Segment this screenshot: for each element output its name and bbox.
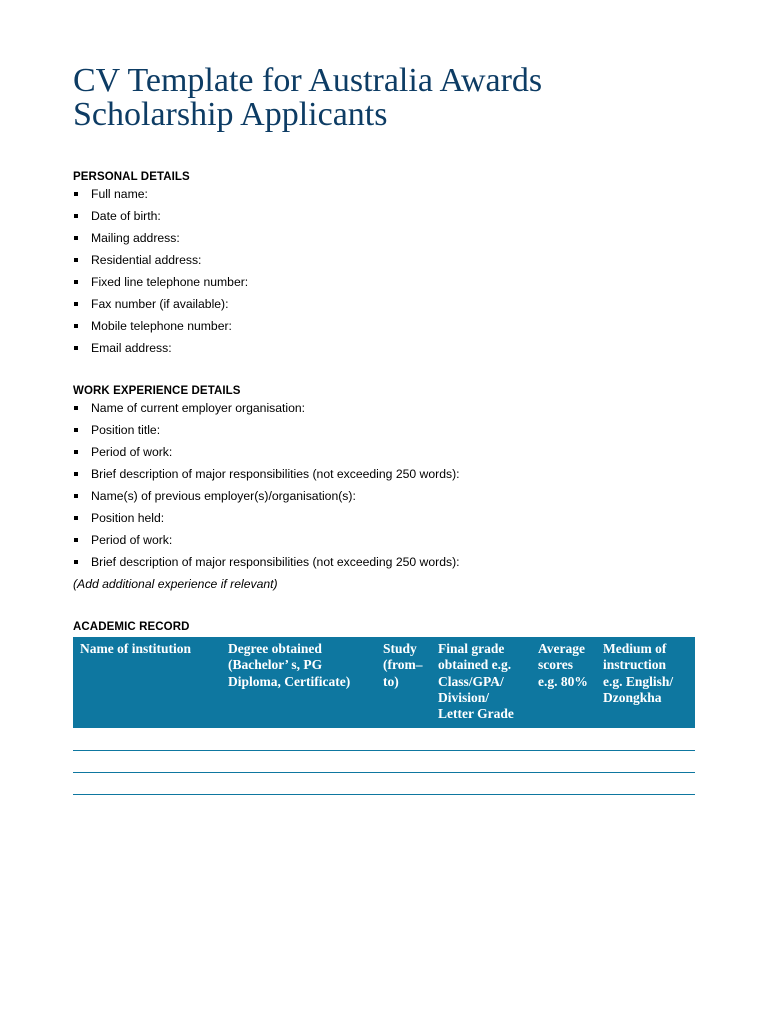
- list-item: [73, 271, 695, 293]
- table-cell[interactable]: [531, 773, 596, 795]
- list-item-label: Full name:: [91, 187, 148, 201]
- list-item: [73, 315, 695, 337]
- column-header-average-scores: [531, 637, 596, 728]
- list-item-label: Period of work:: [91, 533, 173, 547]
- list-item-label: Position held:: [91, 511, 165, 525]
- list-item: [73, 337, 695, 359]
- bullet-icon: [74, 516, 78, 520]
- bullet-icon: [74, 236, 78, 240]
- work-experience-heading: WORK EXPERIENCE DETAILS: [73, 385, 241, 397]
- current-employment-list: [73, 397, 695, 485]
- previous-employment-list: [73, 485, 695, 573]
- list-item-label: Brief description of major responsibilities (not exceeding 250 words):: [91, 467, 460, 481]
- header-line: Study: [383, 641, 417, 656]
- header-line: obtained e.g.: [438, 657, 512, 673]
- bullet-icon: [74, 494, 78, 498]
- list-item-label: Residential address:: [91, 253, 202, 267]
- bullet-icon: [74, 324, 78, 328]
- list-item-label: Fixed line telephone number:: [91, 275, 249, 289]
- document-title-line-1: CV Template for Australia Awards: [73, 62, 543, 99]
- bullet-icon: [74, 346, 78, 350]
- table-cell[interactable]: [596, 773, 695, 795]
- table-cell[interactable]: [596, 728, 695, 751]
- column-header-degree: [221, 637, 376, 728]
- column-header-institution: [73, 637, 221, 728]
- list-item: [73, 551, 695, 573]
- list-item-label: Name of current employer organisation:: [91, 401, 306, 415]
- table-cell[interactable]: [531, 728, 596, 751]
- list-item-label: Position title:: [91, 423, 161, 437]
- list-item-label: Name(s) of previous employer(s)/organisation(s):: [91, 489, 356, 503]
- header-line: Name of institution: [80, 641, 191, 656]
- bullet-icon: [74, 192, 78, 196]
- bullet-icon: [74, 450, 78, 454]
- personal-details-heading: PERSONAL DETAILS: [73, 171, 190, 183]
- bullet-icon: [74, 258, 78, 262]
- table-cell[interactable]: [431, 751, 531, 773]
- academic-record-heading: ACADEMIC RECORD: [73, 621, 190, 633]
- table-row[interactable]: [73, 751, 695, 773]
- header-line: Diploma, Certificate): [228, 673, 351, 689]
- table-cell[interactable]: [221, 773, 376, 795]
- list-item-label: Fax number (if available):: [91, 297, 229, 311]
- table-cell[interactable]: [431, 728, 531, 751]
- table-cell[interactable]: [376, 728, 431, 751]
- additional-experience-note: (Add additional experience if relevant): [73, 577, 278, 591]
- header-line: e.g. 80%: [538, 673, 588, 689]
- header-line: Dzongkha: [603, 689, 662, 705]
- bullet-icon: [74, 302, 78, 306]
- header-line: Letter Grade: [438, 706, 514, 722]
- table-cell[interactable]: [73, 751, 221, 773]
- document-title: [73, 64, 695, 132]
- bullet-icon: [74, 560, 78, 564]
- header-line: Final grade: [438, 641, 505, 656]
- column-header-final-grade: [431, 637, 531, 728]
- header-line: Class/GPA/: [438, 673, 504, 689]
- header-line: Average: [538, 641, 585, 656]
- list-item: [73, 249, 695, 271]
- list-item-label: Mobile telephone number:: [91, 319, 232, 333]
- header-line: Degree obtained: [228, 641, 322, 656]
- column-header-study-period: [376, 637, 431, 728]
- header-line: (from–: [383, 657, 423, 673]
- table-header-row: [73, 637, 695, 728]
- list-item: [73, 529, 695, 551]
- table-row[interactable]: [73, 728, 695, 751]
- personal-details-list: [73, 183, 695, 359]
- list-item: [73, 441, 695, 463]
- academic-record-table: [73, 637, 695, 795]
- list-item: [73, 397, 695, 419]
- list-item: [73, 419, 695, 441]
- list-item-label: Brief description of major responsibilities (not exceeding 250 words):: [91, 555, 460, 569]
- header-line: Division/: [438, 689, 490, 705]
- bullet-icon: [74, 406, 78, 410]
- list-item: [73, 463, 695, 485]
- header-line: e.g. English/: [603, 673, 674, 689]
- list-item: [73, 485, 695, 507]
- bullet-icon: [74, 538, 78, 542]
- list-item-label: Period of work:: [91, 445, 173, 459]
- bullet-icon: [74, 428, 78, 432]
- table-cell[interactable]: [221, 751, 376, 773]
- header-line: (Bachelor’ s, PG: [228, 657, 323, 673]
- table-cell[interactable]: [431, 773, 531, 795]
- bullet-icon: [74, 472, 78, 476]
- table-cell[interactable]: [531, 751, 596, 773]
- document-page: [73, 64, 695, 795]
- table-cell[interactable]: [73, 728, 221, 751]
- header-line: Medium of: [603, 641, 667, 656]
- list-item-label: Email address:: [91, 341, 172, 355]
- list-item: [73, 227, 695, 249]
- list-item-label: Date of birth:: [91, 209, 161, 223]
- column-header-medium-of-instruction: [596, 637, 695, 728]
- table-row[interactable]: [73, 773, 695, 795]
- bullet-icon: [74, 280, 78, 284]
- header-line: to): [383, 673, 399, 689]
- table-cell[interactable]: [596, 751, 695, 773]
- table-cell[interactable]: [73, 773, 221, 795]
- list-item: [73, 293, 695, 315]
- bullet-icon: [74, 214, 78, 218]
- table-cell[interactable]: [376, 751, 431, 773]
- list-item-label: Mailing address:: [91, 231, 180, 245]
- header-line: scores: [538, 657, 573, 673]
- header-line: instruction: [603, 657, 667, 673]
- table-cell[interactable]: [221, 728, 376, 751]
- document-title-line-2: Scholarship Applicants: [73, 96, 388, 133]
- table-cell[interactable]: [376, 773, 431, 795]
- list-item: [73, 183, 695, 205]
- list-item: [73, 507, 695, 529]
- list-item: [73, 205, 695, 227]
